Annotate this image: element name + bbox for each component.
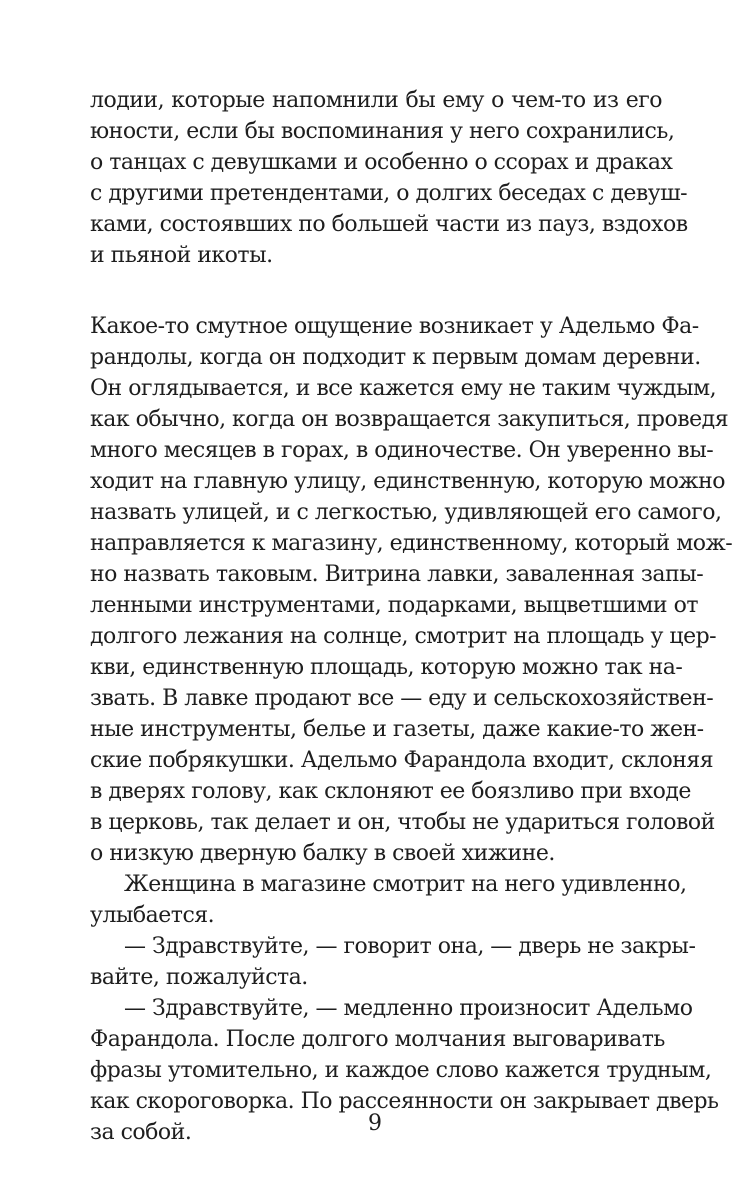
text-line: Какое-то смутное ощущение возникает у Адельмо Фа- [90,314,699,339]
page-number: 9 [368,1111,382,1136]
text-line: вайте, пожалуйста. [90,965,308,990]
text-line: Женщина в магазине смотрит на него удивленно, [124,872,687,897]
text-line: лодии, которые напомнили бы ему о чем-то из его [90,88,662,113]
text-line: но назвать таковым. Витрина лавки, заваленная запы- [90,562,704,587]
text-line: ные инструменты, белье и газеты, даже какие-то жен- [90,717,704,742]
paragraph-dialogue-woman [90,931,696,993]
text-line: Он оглядывается, и все кажется ему не таким чуждым, [90,376,717,401]
text-line: звать. В лавке продают все — еду и сельскохозяйствен- [90,686,714,711]
paragraph-continuation [90,85,688,271]
text-line: Фарандола. После долгого молчания выговаривать [90,1027,665,1052]
text-line: долгого лежания на солнце, смотрит на площадь у цер- [90,624,717,649]
text-line: в церковь, так делает и он, чтобы не удариться головой [90,810,715,835]
text-line: ходит на главную улицу, единственную, которую можно [90,469,726,494]
paragraph-village [90,311,733,869]
text-line: ленными инструментами, подарками, выцветшими от [90,593,698,618]
text-line: за собой. [90,1120,192,1145]
text-line: ками, состоявших по большей части из пауз, вздохов [90,212,688,237]
text-line: с другими претендентами, о долгих беседах с девуш- [90,181,688,206]
text-line: много месяцев в горах, в одиночестве. Он уверенно вы- [90,438,714,463]
text-line: о низкую дверную балку в своей хижине. [90,841,555,866]
text-line: назвать улицей, и с легкостью, удивляющей его самого, [90,500,722,525]
text-line: фразы утомительно, и каждое слово кажется трудным, [90,1058,712,1083]
paragraph-woman [90,869,687,931]
text-line: в дверях голову, как склоняют ее боязливо при входе [90,779,691,804]
text-line: и пьяной икоты. [90,243,273,268]
text-line: как скороговорка. По рассеянности он закрывает дверь [90,1089,719,1114]
text-line: ские побрякушки. Адельмо Фарандола входит, склоняя [90,748,714,773]
text-line: юности, если бы воспоминания у него сохранились, [90,119,675,144]
text-line: — Здравствуйте, — медленно произносит Адельмо [124,996,693,1021]
text-line: улыбается. [90,903,215,928]
text-line: — Здравствуйте, — говорит она, — дверь не закры- [124,934,696,959]
text-line: как обычно, когда он возвращается закупиться, проведя [90,407,729,432]
text-line: рандолы, когда он подходит к первым домам деревни. [90,345,701,370]
text-line: направляется к магазину, единственному, который мож- [90,531,733,556]
text-line: о танцах с девушками и особенно о ссорах и драках [90,150,673,175]
text-line: кви, единственную площадь, которую можно так на- [90,655,683,680]
main-text [90,311,733,1148]
